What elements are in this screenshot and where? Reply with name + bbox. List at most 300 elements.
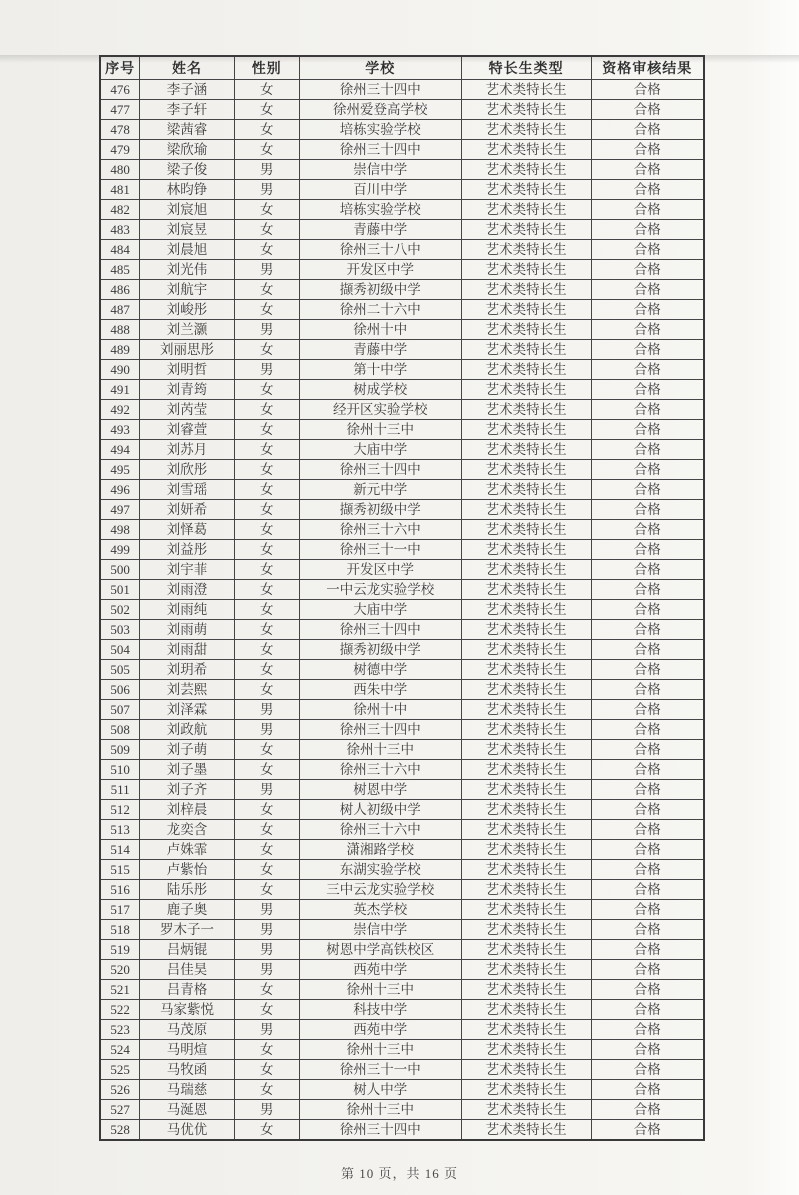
cell-name: 刘雨萌 [140, 620, 234, 640]
cell-specialty-type: 艺术类特长生 [461, 1060, 591, 1080]
cell-specialty-type: 艺术类特长生 [461, 1120, 591, 1141]
cell-school: 徐州十中 [299, 320, 461, 340]
cell-review-result: 合格 [591, 200, 704, 220]
cell-gender: 女 [234, 880, 299, 900]
cell-serial: 519 [100, 940, 140, 960]
cell-gender: 女 [234, 1060, 299, 1080]
table-row [100, 600, 704, 620]
cell-school: 东湖实验学校 [299, 860, 461, 880]
cell-review-result: 合格 [591, 640, 704, 660]
cell-school: 徐州十三中 [299, 980, 461, 1000]
cell-specialty-type: 艺术类特长生 [461, 200, 591, 220]
cell-specialty-type: 艺术类特长生 [461, 940, 591, 960]
cell-review-result: 合格 [591, 1120, 704, 1141]
cell-review-result: 合格 [591, 740, 704, 760]
table-row [100, 760, 704, 780]
col-serial: 序号 [100, 56, 140, 80]
table-row [100, 100, 704, 120]
table-row [100, 620, 704, 640]
cell-school: 徐州三十四中 [299, 620, 461, 640]
cell-specialty-type: 艺术类特长生 [461, 980, 591, 1000]
cell-serial: 508 [100, 720, 140, 740]
table-row [100, 280, 704, 300]
cell-gender: 女 [234, 220, 299, 240]
table-row [100, 220, 704, 240]
table-row [100, 920, 704, 940]
cell-school: 树人初级中学 [299, 800, 461, 820]
cell-name: 刘欣彤 [140, 460, 234, 480]
cell-name: 刘明哲 [140, 360, 234, 380]
cell-gender: 女 [234, 140, 299, 160]
cell-review-result: 合格 [591, 480, 704, 500]
cell-gender: 女 [234, 1000, 299, 1020]
table-row [100, 320, 704, 340]
cell-gender: 女 [234, 300, 299, 320]
cell-name: 李子涵 [140, 80, 234, 100]
cell-gender: 女 [234, 340, 299, 360]
cell-specialty-type: 艺术类特长生 [461, 500, 591, 520]
cell-name: 刘宸昱 [140, 220, 234, 240]
cell-name: 卢紫怡 [140, 860, 234, 880]
table-row [100, 180, 704, 200]
table-row [100, 660, 704, 680]
cell-review-result: 合格 [591, 440, 704, 460]
cell-name: 吕炳锟 [140, 940, 234, 960]
cell-gender: 女 [234, 600, 299, 620]
table-row [100, 1080, 704, 1100]
cell-review-result: 合格 [591, 100, 704, 120]
table-row [100, 240, 704, 260]
cell-school: 青藤中学 [299, 220, 461, 240]
cell-school: 一中云龙实验学校 [299, 580, 461, 600]
cell-school: 经开区实验学校 [299, 400, 461, 420]
cell-review-result: 合格 [591, 860, 704, 880]
cell-serial: 501 [100, 580, 140, 600]
cell-review-result: 合格 [591, 1080, 704, 1100]
cell-gender: 女 [234, 860, 299, 880]
table-row [100, 980, 704, 1000]
cell-specialty-type: 艺术类特长生 [461, 1040, 591, 1060]
cell-serial: 513 [100, 820, 140, 840]
table-row [100, 120, 704, 140]
table-row [100, 580, 704, 600]
cell-name: 马家紫悦 [140, 1000, 234, 1020]
cell-gender: 女 [234, 1120, 299, 1141]
cell-name: 刘雨纯 [140, 600, 234, 620]
cell-serial: 515 [100, 860, 140, 880]
cell-school: 西朱中学 [299, 680, 461, 700]
cell-gender: 女 [234, 80, 299, 100]
cell-specialty-type: 艺术类特长生 [461, 120, 591, 140]
cell-name: 刘兰灏 [140, 320, 234, 340]
cell-review-result: 合格 [591, 1060, 704, 1080]
cell-serial: 494 [100, 440, 140, 460]
cell-gender: 女 [234, 760, 299, 780]
cell-name: 刘政航 [140, 720, 234, 740]
cell-school: 崇信中学 [299, 160, 461, 180]
cell-school: 徐州三十四中 [299, 460, 461, 480]
cell-serial: 523 [100, 1020, 140, 1040]
table-row [100, 340, 704, 360]
cell-gender: 男 [234, 960, 299, 980]
cell-name: 马牧函 [140, 1060, 234, 1080]
cell-review-result: 合格 [591, 580, 704, 600]
cell-gender: 女 [234, 200, 299, 220]
cell-school: 树德中学 [299, 660, 461, 680]
cell-school: 树恩中学高铁校区 [299, 940, 461, 960]
table-row [100, 1060, 704, 1080]
cell-serial: 522 [100, 1000, 140, 1020]
cell-name: 刘雨澄 [140, 580, 234, 600]
cell-school: 潇湘路学校 [299, 840, 461, 860]
table-row [100, 820, 704, 840]
cell-review-result: 合格 [591, 300, 704, 320]
cell-specialty-type: 艺术类特长生 [461, 580, 591, 600]
cell-serial: 514 [100, 840, 140, 860]
cell-review-result: 合格 [591, 760, 704, 780]
cell-school: 西苑中学 [299, 1020, 461, 1040]
cell-school: 树成学校 [299, 380, 461, 400]
cell-review-result: 合格 [591, 400, 704, 420]
cell-name: 刘怿葛 [140, 520, 234, 540]
cell-specialty-type: 艺术类特长生 [461, 300, 591, 320]
cell-review-result: 合格 [591, 920, 704, 940]
table-row [100, 140, 704, 160]
cell-gender: 女 [234, 280, 299, 300]
cell-name: 李子轩 [140, 100, 234, 120]
col-name: 姓名 [140, 56, 234, 80]
table-row [100, 1040, 704, 1060]
cell-review-result: 合格 [591, 660, 704, 680]
table-row [100, 1000, 704, 1020]
cell-review-result: 合格 [591, 900, 704, 920]
cell-serial: 481 [100, 180, 140, 200]
table-row [100, 680, 704, 700]
cell-specialty-type: 艺术类特长生 [461, 600, 591, 620]
cell-gender: 女 [234, 400, 299, 420]
cell-serial: 487 [100, 300, 140, 320]
table-row [100, 260, 704, 280]
cell-school: 徐州十三中 [299, 740, 461, 760]
cell-gender: 女 [234, 1040, 299, 1060]
cell-name: 刘玥希 [140, 660, 234, 680]
page-number-footer: 第 10 页，共 16 页 [340, 1166, 458, 1181]
cell-school: 徐州三十四中 [299, 1120, 461, 1141]
cell-gender: 女 [234, 800, 299, 820]
table-row [100, 1100, 704, 1120]
col-review-result: 资格审核结果 [591, 56, 704, 80]
cell-serial: 505 [100, 660, 140, 680]
cell-gender: 女 [234, 620, 299, 640]
cell-specialty-type: 艺术类特长生 [461, 620, 591, 640]
table-row [100, 360, 704, 380]
table-row [100, 400, 704, 420]
cell-school: 科技中学 [299, 1000, 461, 1020]
cell-review-result: 合格 [591, 520, 704, 540]
cell-specialty-type: 艺术类特长生 [461, 780, 591, 800]
cell-serial: 509 [100, 740, 140, 760]
table-row [100, 420, 704, 440]
cell-gender: 男 [234, 360, 299, 380]
table-row [100, 440, 704, 460]
cell-review-result: 合格 [591, 820, 704, 840]
table-row [100, 1120, 704, 1141]
cell-gender: 女 [234, 1080, 299, 1100]
cell-serial: 504 [100, 640, 140, 660]
cell-gender: 女 [234, 820, 299, 840]
cell-serial: 495 [100, 460, 140, 480]
cell-serial: 512 [100, 800, 140, 820]
cell-specialty-type: 艺术类特长生 [461, 880, 591, 900]
cell-serial: 499 [100, 540, 140, 560]
cell-school: 开发区中学 [299, 260, 461, 280]
table-row [100, 840, 704, 860]
cell-review-result: 合格 [591, 460, 704, 480]
cell-review-result: 合格 [591, 220, 704, 240]
cell-name: 刘子齐 [140, 780, 234, 800]
cell-specialty-type: 艺术类特长生 [461, 160, 591, 180]
cell-school: 徐州二十六中 [299, 300, 461, 320]
cell-school: 徐州爱登高学校 [299, 100, 461, 120]
cell-specialty-type: 艺术类特长生 [461, 860, 591, 880]
cell-specialty-type: 艺术类特长生 [461, 740, 591, 760]
table-row [100, 880, 704, 900]
cell-specialty-type: 艺术类特长生 [461, 280, 591, 300]
cell-name: 刘宸旭 [140, 200, 234, 220]
cell-gender: 女 [234, 420, 299, 440]
cell-specialty-type: 艺术类特长生 [461, 520, 591, 540]
cell-school: 撷秀初级中学 [299, 500, 461, 520]
cell-review-result: 合格 [591, 360, 704, 380]
cell-serial: 496 [100, 480, 140, 500]
cell-specialty-type: 艺术类特长生 [461, 900, 591, 920]
cell-specialty-type: 艺术类特长生 [461, 380, 591, 400]
cell-specialty-type: 艺术类特长生 [461, 460, 591, 480]
cell-school: 西苑中学 [299, 960, 461, 980]
table-row [100, 740, 704, 760]
cell-serial: 483 [100, 220, 140, 240]
cell-school: 三中云龙实验学校 [299, 880, 461, 900]
cell-specialty-type: 艺术类特长生 [461, 80, 591, 100]
cell-specialty-type: 艺术类特长生 [461, 540, 591, 560]
cell-name: 刘子萌 [140, 740, 234, 760]
cell-serial: 480 [100, 160, 140, 180]
cell-gender: 男 [234, 320, 299, 340]
cell-name: 刘光伟 [140, 260, 234, 280]
cell-review-result: 合格 [591, 560, 704, 580]
cell-review-result: 合格 [591, 620, 704, 640]
cell-serial: 511 [100, 780, 140, 800]
cell-serial: 524 [100, 1040, 140, 1060]
cell-gender: 女 [234, 740, 299, 760]
cell-school: 徐州三十六中 [299, 820, 461, 840]
cell-serial: 484 [100, 240, 140, 260]
cell-review-result: 合格 [591, 500, 704, 520]
cell-serial: 490 [100, 360, 140, 380]
cell-specialty-type: 艺术类特长生 [461, 420, 591, 440]
table-header-row [100, 56, 704, 80]
cell-serial: 506 [100, 680, 140, 700]
cell-school: 徐州三十一中 [299, 540, 461, 560]
cell-name: 马明煊 [140, 1040, 234, 1060]
cell-serial: 527 [100, 1100, 140, 1120]
cell-gender: 女 [234, 540, 299, 560]
table-row [100, 700, 704, 720]
cell-specialty-type: 艺术类特长生 [461, 760, 591, 780]
cell-review-result: 合格 [591, 140, 704, 160]
cell-review-result: 合格 [591, 320, 704, 340]
cell-specialty-type: 艺术类特长生 [461, 1080, 591, 1100]
cell-gender: 女 [234, 460, 299, 480]
cell-review-result: 合格 [591, 420, 704, 440]
cell-gender: 女 [234, 980, 299, 1000]
cell-specialty-type: 艺术类特长生 [461, 660, 591, 680]
cell-name: 马优优 [140, 1120, 234, 1141]
cell-name: 刘航宇 [140, 280, 234, 300]
cell-school: 大庙中学 [299, 600, 461, 620]
cell-school: 徐州三十八中 [299, 240, 461, 260]
cell-serial: 503 [100, 620, 140, 640]
col-specialty-type: 特长生类型 [461, 56, 591, 80]
cell-review-result: 合格 [591, 720, 704, 740]
cell-review-result: 合格 [591, 960, 704, 980]
cell-gender: 男 [234, 940, 299, 960]
cell-name: 陆乐彤 [140, 880, 234, 900]
cell-school: 徐州十中 [299, 700, 461, 720]
cell-name: 罗木子一 [140, 920, 234, 940]
cell-serial: 521 [100, 980, 140, 1000]
col-school: 学校 [299, 56, 461, 80]
cell-review-result: 合格 [591, 840, 704, 860]
cell-gender: 女 [234, 680, 299, 700]
cell-school: 徐州十三中 [299, 420, 461, 440]
cell-review-result: 合格 [591, 180, 704, 200]
cell-serial: 489 [100, 340, 140, 360]
cell-name: 林昀铮 [140, 180, 234, 200]
cell-name: 刘丽思彤 [140, 340, 234, 360]
cell-gender: 男 [234, 160, 299, 180]
cell-name: 卢姝霏 [140, 840, 234, 860]
cell-specialty-type: 艺术类特长生 [461, 220, 591, 240]
cell-school: 树恩中学 [299, 780, 461, 800]
cell-name: 鹿子奥 [140, 900, 234, 920]
cell-specialty-type: 艺术类特长生 [461, 100, 591, 120]
table-row [100, 900, 704, 920]
cell-review-result: 合格 [591, 600, 704, 620]
cell-school: 徐州三十四中 [299, 140, 461, 160]
cell-serial: 517 [100, 900, 140, 920]
cell-name: 刘峻彤 [140, 300, 234, 320]
cell-gender: 女 [234, 120, 299, 140]
scanned-page [0, 55, 799, 1195]
cell-serial: 492 [100, 400, 140, 420]
table-row [100, 160, 704, 180]
cell-school: 第十中学 [299, 360, 461, 380]
cell-serial: 488 [100, 320, 140, 340]
table-row [100, 460, 704, 480]
cell-school: 徐州三十一中 [299, 1060, 461, 1080]
cell-specialty-type: 艺术类特长生 [461, 920, 591, 940]
cell-school: 崇信中学 [299, 920, 461, 940]
cell-name: 刘雪瑶 [140, 480, 234, 500]
cell-review-result: 合格 [591, 700, 704, 720]
cell-gender: 男 [234, 720, 299, 740]
cell-specialty-type: 艺术类特长生 [461, 820, 591, 840]
cell-review-result: 合格 [591, 880, 704, 900]
cell-gender: 男 [234, 920, 299, 940]
cell-serial: 525 [100, 1060, 140, 1080]
cell-gender: 女 [234, 100, 299, 120]
cell-name: 刘宇菲 [140, 560, 234, 580]
cell-school: 徐州三十四中 [299, 720, 461, 740]
cell-specialty-type: 艺术类特长生 [461, 960, 591, 980]
cell-specialty-type: 艺术类特长生 [461, 720, 591, 740]
cell-name: 梁茜睿 [140, 120, 234, 140]
cell-review-result: 合格 [591, 800, 704, 820]
cell-name: 刘益彤 [140, 540, 234, 560]
cell-serial: 518 [100, 920, 140, 940]
cell-review-result: 合格 [591, 80, 704, 100]
cell-review-result: 合格 [591, 540, 704, 560]
cell-review-result: 合格 [591, 160, 704, 180]
table-row [100, 520, 704, 540]
cell-serial: 491 [100, 380, 140, 400]
table-row [100, 380, 704, 400]
cell-name: 刘芸熙 [140, 680, 234, 700]
cell-name: 刘梓晨 [140, 800, 234, 820]
cell-review-result: 合格 [591, 1040, 704, 1060]
cell-serial: 482 [100, 200, 140, 220]
table-body [100, 80, 704, 1141]
cell-gender: 男 [234, 700, 299, 720]
cell-serial: 520 [100, 960, 140, 980]
table-row [100, 80, 704, 100]
cell-school: 新元中学 [299, 480, 461, 500]
cell-specialty-type: 艺术类特长生 [461, 180, 591, 200]
cell-serial: 493 [100, 420, 140, 440]
table-row [100, 960, 704, 980]
cell-gender: 男 [234, 900, 299, 920]
cell-specialty-type: 艺术类特长生 [461, 1100, 591, 1120]
cell-name: 刘睿萱 [140, 420, 234, 440]
cell-gender: 男 [234, 1020, 299, 1040]
cell-gender: 女 [234, 560, 299, 580]
cell-review-result: 合格 [591, 1100, 704, 1120]
cell-serial: 485 [100, 260, 140, 280]
table-row [100, 940, 704, 960]
table-row [100, 480, 704, 500]
cell-specialty-type: 艺术类特长生 [461, 480, 591, 500]
table-row [100, 640, 704, 660]
cell-review-result: 合格 [591, 340, 704, 360]
cell-specialty-type: 艺术类特长生 [461, 1000, 591, 1020]
specialty-student-qualification-table [99, 55, 705, 1141]
cell-review-result: 合格 [591, 1000, 704, 1020]
cell-gender: 女 [234, 640, 299, 660]
cell-specialty-type: 艺术类特长生 [461, 700, 591, 720]
col-gender: 性别 [234, 56, 299, 80]
cell-name: 刘子墨 [140, 760, 234, 780]
cell-serial: 497 [100, 500, 140, 520]
cell-name: 刘雨甜 [140, 640, 234, 660]
cell-school: 培栋实验学校 [299, 200, 461, 220]
cell-serial: 528 [100, 1120, 140, 1141]
cell-review-result: 合格 [591, 260, 704, 280]
cell-specialty-type: 艺术类特长生 [461, 240, 591, 260]
cell-gender: 女 [234, 240, 299, 260]
cell-specialty-type: 艺术类特长生 [461, 140, 591, 160]
cell-school: 百川中学 [299, 180, 461, 200]
